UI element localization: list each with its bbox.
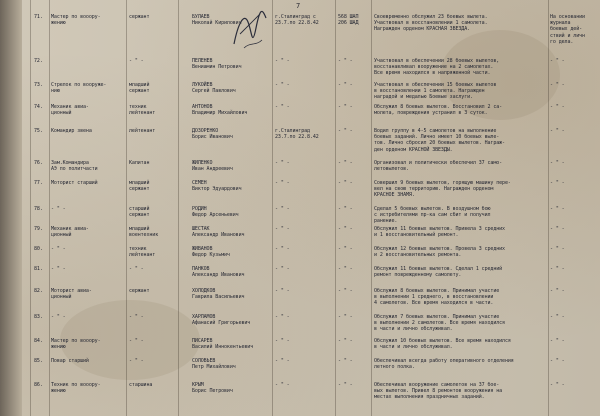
name-cell: ЖИЛЕНКО Иван Андреевич: [192, 160, 233, 173]
rank-cell: Капитан: [129, 160, 150, 166]
basis-note-cell: - " -: [550, 266, 565, 272]
merit-description-cell: Сделал 5 боевых вылетов. В воздушном бою с истребителями пр-ка сам сбит и получил ранение.: [374, 206, 491, 225]
merit-description-cell: Обслужил 11 боевых вылетов. Сделал 1 средний ремонт поврежденному самолету.: [374, 266, 503, 279]
table-row: [0, 104, 600, 130]
unit-cell: 568 ШАП 206 ШАД: [338, 14, 359, 27]
row-number: 75.: [34, 128, 43, 134]
basis-note-cell: - " -: [550, 382, 565, 388]
position-cell: - " -: [51, 206, 66, 212]
row-number: 83.: [34, 314, 43, 320]
rank-cell: - " -: [129, 338, 144, 344]
place-period-cell: - " -: [275, 314, 290, 320]
position-cell: Стрелок по вооруже- нию: [51, 82, 107, 95]
basis-note-cell: - " -: [550, 246, 565, 252]
place-period-cell: - " -: [275, 288, 290, 294]
unit-cell: - " -: [338, 338, 353, 344]
rank-cell: техник лейтенант: [129, 246, 156, 259]
place-period-cell: - " -: [275, 160, 290, 166]
table-row: [0, 314, 600, 340]
name-cell: ЛУКОЙЕВ Сергей Павлович: [192, 82, 236, 95]
place-period-cell: - " -: [275, 104, 290, 110]
place-period-cell: - " -: [275, 358, 290, 364]
basis-note-cell: - " -: [550, 358, 565, 364]
basis-note-cell: - " -: [550, 128, 565, 134]
position-cell: Техник по вооору- жению: [51, 382, 101, 395]
basis-note-cell: - " -: [550, 180, 565, 186]
position-cell: Мастер по вооору- жению: [51, 14, 101, 27]
position-cell: - " -: [51, 266, 66, 272]
position-cell: Зам.Командира АЭ по политчасти: [51, 160, 98, 173]
rank-cell: младший сержант: [129, 180, 150, 193]
rank-cell: - " -: [129, 266, 144, 272]
basis-note-cell: - " -: [550, 206, 565, 212]
name-cell: ДОЗОРЕНКО Борис Иванович: [192, 128, 233, 141]
row-number: 76.: [34, 160, 43, 166]
position-cell: Повар старший: [51, 358, 89, 364]
name-cell: ШЕСТАК Александр Иванович: [192, 226, 245, 239]
position-cell: - " -: [51, 314, 66, 320]
unit-cell: - " -: [338, 314, 353, 320]
unit-cell: - " -: [338, 382, 353, 388]
name-cell: ПАНКОВ Александр Иванович: [192, 266, 245, 279]
row-number: 85.: [34, 358, 43, 364]
position-cell: Механик авиа- ционный: [51, 104, 89, 117]
basis-note-cell: - " -: [550, 104, 565, 110]
unit-cell: - " -: [338, 288, 353, 294]
merit-description-cell: Участвовал в обеспечении 15 боевых вылетов в восстановлении 1 самолета. Награжден наградой и медалью Боевые заслуги.: [374, 82, 497, 101]
place-period-cell: - " -: [275, 338, 290, 344]
merit-description-cell: Участвовал в обеспечении 28 боевых вылетов, восстанавливал вооружение на 2 самолетах. Все время находился в напряженной части.: [374, 58, 500, 77]
rank-cell: младший сержант: [129, 82, 150, 95]
name-cell: ХАРЛАМОВ Афанасий Григорьевич: [192, 314, 251, 327]
place-period-cell: - " -: [275, 58, 290, 64]
name-cell: ЖИВАНОВ Федор Кузьмич: [192, 246, 230, 259]
rank-cell: - " -: [129, 358, 144, 364]
name-cell: БУЛАЕВ Николай Кирилович: [192, 14, 242, 27]
rank-cell: лейтенант: [129, 128, 156, 134]
position-cell: Командир звена: [51, 128, 92, 134]
merit-description-cell: Обеспечивал вооружение самолетов на 37 бое- вых вылетов. Привел 8 ремонтов вооружения на местах выполнения праздничных заданий.: [374, 382, 503, 401]
basis-note-cell: - " -: [550, 288, 565, 294]
merit-description-cell: Обеспечивал всегда работу оперативного отделения летного полка.: [374, 358, 514, 371]
name-cell: ПЕЛЕНЕВ Вениамин Петрович: [192, 58, 242, 71]
merit-description-cell: Совершил 9 боевых вылетов, горящую машину пере- вел на свою территорию. Награжден орденом КРАСНОЕ ЗНАМЯ.: [374, 180, 511, 199]
row-number: 82.: [34, 288, 43, 294]
position-cell: Механик авиа- ционный: [51, 226, 89, 239]
unit-cell: - " -: [338, 246, 353, 252]
place-period-cell: - " -: [275, 382, 290, 388]
name-cell: РОДИН Федор Арсеньевич: [192, 206, 239, 219]
merit-description-cell: Обслужил 11 боевых вылетов. Привела 3 средних и 1 восстановительный ремонт.: [374, 226, 505, 239]
rank-cell: сержант: [129, 14, 150, 20]
unit-cell: - " -: [338, 104, 353, 110]
unit-cell: - " -: [338, 128, 353, 134]
merit-description-cell: Своевременно обслужил 23 боевых вылета. Участвовал в восстановлении 1 самолета. Награжден орденом КРАСНАЯ ЗВЕЗДА.: [374, 14, 488, 33]
row-number: 73.: [34, 82, 43, 88]
merit-description-cell: Водил группу в 4-5 самолетов на выполнение боевых заданий. Лично имеет 10 боевых выле- тов. Лично сбросил 20 боевых вылетов. Награж- ден орденом КРАСНОЙ ЗВЕЗДЫ.: [374, 128, 505, 153]
place-period-cell: г.Сталинград 23.7.по 22.8.42: [275, 128, 319, 141]
page-number: 7: [296, 2, 301, 10]
table-row: [0, 358, 600, 384]
name-cell: КРЫМ Борис Петрович: [192, 382, 233, 395]
table-row: [0, 14, 600, 45]
place-period-cell: - " -: [275, 206, 290, 212]
row-number: 74.: [34, 104, 43, 110]
rank-cell: младший воентехник: [129, 226, 159, 239]
position-cell: Моторист авиа- ционный: [51, 288, 92, 301]
rank-cell: сержант: [129, 288, 150, 294]
table-row: [0, 128, 600, 154]
place-period-cell: - " -: [275, 246, 290, 252]
row-number: 86.: [34, 382, 43, 388]
basis-note-cell: На основании журнала боевых дей- ствий и личн го дела.: [550, 14, 585, 45]
rank-cell: старший сержант: [129, 206, 150, 219]
name-cell: ПИСАРЕВ Василий Иннокентьевич: [192, 338, 254, 351]
place-period-cell: - " -: [275, 180, 290, 186]
row-number: 79.: [34, 226, 43, 232]
basis-note-cell: - " -: [550, 226, 565, 232]
row-number: 80.: [34, 246, 43, 252]
position-cell: Мастер по вооору- жению: [51, 338, 101, 351]
unit-cell: - " -: [338, 206, 353, 212]
place-period-cell: г.Сталинград с 23.7.по 22.8.42: [275, 14, 319, 27]
table-row: [0, 382, 600, 408]
position-cell: - " -: [51, 246, 66, 252]
merit-description-cell: Обслужил 8 боевых вылетов. Восстановил 2 са- молета, повреждения устранил в 3 суток.: [374, 104, 503, 117]
name-cell: ХОЛОДКОВ Гаврила Васильевич: [192, 288, 245, 301]
place-period-cell: - " -: [275, 82, 290, 88]
unit-cell: - " -: [338, 358, 353, 364]
rank-cell: - " -: [129, 58, 144, 64]
basis-note-cell: - " -: [550, 58, 565, 64]
table-row: [0, 180, 600, 206]
row-number: 72.: [34, 58, 43, 64]
table-row: [0, 288, 600, 314]
unit-cell: - " -: [338, 180, 353, 186]
unit-cell: - " -: [338, 160, 353, 166]
rank-cell: техник лейтенант: [129, 104, 156, 117]
name-cell: СОЛОВЬЕВ Петр Михайлович: [192, 358, 236, 371]
unit-cell: - " -: [338, 58, 353, 64]
unit-cell: - " -: [338, 82, 353, 88]
merit-description-cell: Обслужил 8 боевых вылетов. Принимал участие в выполнении 1 среднего, в восстановлении 4 самолетов. Все время находился в части.: [374, 288, 500, 307]
position-cell: Моторист старший: [51, 180, 98, 186]
name-cell: АНТОНОВ Владимир Михайлович: [192, 104, 248, 117]
unit-cell: - " -: [338, 266, 353, 272]
place-period-cell: - " -: [275, 226, 290, 232]
row-number: 71.: [34, 14, 43, 20]
basis-note-cell: - " -: [550, 314, 565, 320]
merit-description-cell: Обслужил 10 боевых вылетов. Все время находился в части и лично обслуживал.: [374, 338, 511, 351]
merit-description-cell: Организовал и политически обеспечил 37 само- летовылетов.: [374, 160, 503, 173]
merit-description-cell: Обслужил 7 боевых вылетов. Принимал участие в выполнении 2 самолетов. Все время находился в части и лично обслуживал.: [374, 314, 505, 333]
basis-note-cell: - " -: [550, 160, 565, 166]
row-number: 81.: [34, 266, 43, 272]
merit-description-cell: Обслужил 12 боевых вылетов. Провела 3 средних и 2 восстановительных ремонта.: [374, 246, 505, 259]
row-number: 78.: [34, 206, 43, 212]
basis-note-cell: - " -: [550, 338, 565, 344]
rank-cell: старшина: [129, 382, 153, 388]
unit-cell: - " -: [338, 226, 353, 232]
basis-note-cell: - " -: [550, 82, 565, 88]
name-cell: СЕМЕН Виктор Эдуардович: [192, 180, 242, 193]
rank-cell: - " -: [129, 314, 144, 320]
table-row: [0, 58, 600, 84]
row-number: 84.: [34, 338, 43, 344]
row-number: 77.: [34, 180, 43, 186]
place-period-cell: - " -: [275, 266, 290, 272]
